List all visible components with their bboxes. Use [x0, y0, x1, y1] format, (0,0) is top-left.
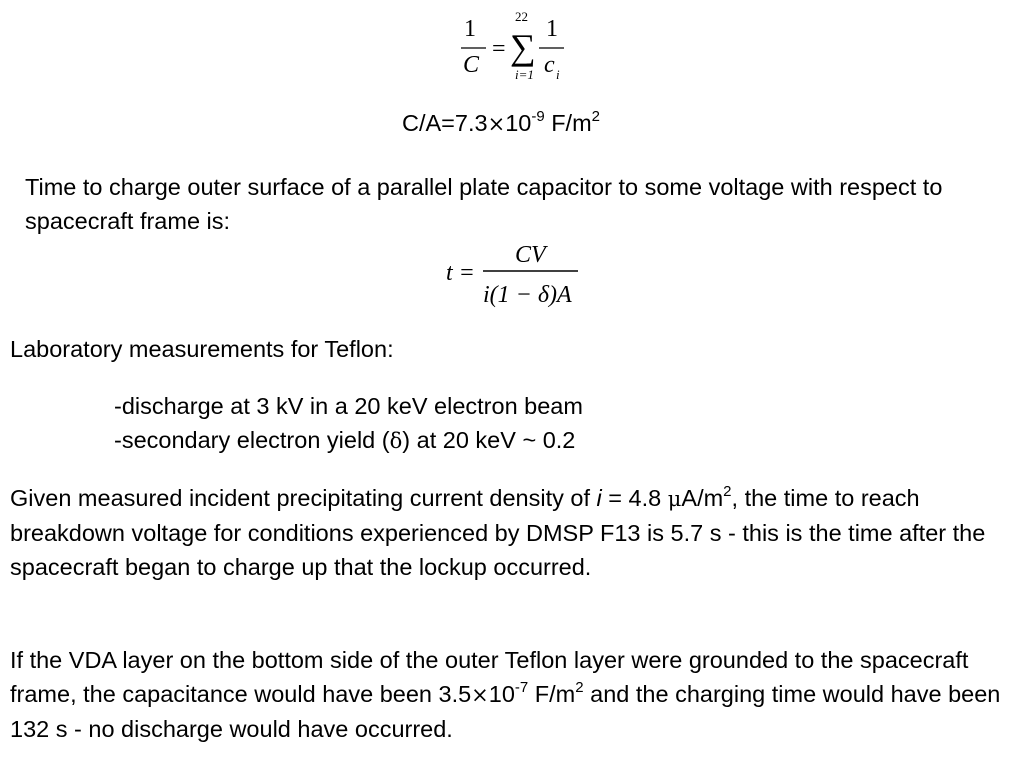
mu-symbol: μ — [667, 487, 682, 511]
given-text-4: , the time to reach breakdown voltage for conditions experienced by DMSP F13 is 5.7 s - this is the time after the spacecraft began to charge up that the lockup occurred. — [10, 485, 986, 580]
eq1-upper-limit: 22 — [515, 9, 528, 24]
eq1-c: c — [544, 52, 555, 78]
given-exponent: 2 — [723, 483, 732, 501]
capacitance-sum-equation — [455, 6, 575, 86]
eq1-numerator-one: 1 — [464, 16, 476, 42]
secondary-yield-prefix: -secondary electron yield ( — [114, 427, 390, 453]
vda-text-1: If the VDA layer on the bottom side of the outer Teflon layer were grounded to the spacecraft frame, the capacitance would have been 3.5 — [10, 647, 969, 707]
bullet-secondary-yield — [114, 423, 575, 458]
eq1-lower-limit: i=1 — [515, 67, 534, 82]
eq2-numerator: CV — [515, 242, 546, 268]
vda-times-symbol: × — [471, 683, 489, 707]
times-symbol: × — [487, 112, 506, 136]
breakdown-time-paragraph — [10, 481, 1015, 584]
eq1-sigma: ∑ — [510, 27, 536, 67]
capacitance-per-area-line — [402, 108, 600, 139]
charge-time-equation — [442, 238, 587, 310]
eq1-equals: = — [492, 36, 506, 62]
given-text-3: A/m — [681, 485, 724, 511]
eq1-denominator-C: C — [463, 52, 480, 78]
ca-unit: F/m — [544, 110, 592, 136]
bullet-discharge: -discharge at 3 kV in a 20 keV electron beam — [114, 393, 583, 419]
vda-ten: 10 — [488, 681, 515, 707]
lab-measurements-heading: Laboratory measurements for Teflon: — [10, 336, 394, 362]
given-text-2: = 4.8 — [601, 485, 668, 511]
ca-unit-exponent: 2 — [591, 108, 601, 126]
ca-prefix: C/A=7.3 — [402, 110, 488, 136]
given-text-1: Given measured incident precipitating current density of — [10, 485, 597, 511]
charge-time-paragraph: Time to charge outer surface of a parallel plate capacitor to some voltage with respect to spacecraft frame is: — [25, 174, 943, 234]
vda-grounding-paragraph — [10, 643, 1015, 746]
delta-symbol: δ — [389, 429, 403, 453]
vda-unit-exponent: 2 — [575, 679, 584, 697]
eq1-subscript-i: i — [556, 67, 560, 82]
ca-ten: 10 — [505, 110, 532, 136]
eq2-t-equals: t = — [446, 260, 475, 286]
current-symbol-i: i — [596, 485, 602, 511]
eq1-right-numerator: 1 — [546, 16, 558, 42]
ca-exponent: -9 — [531, 108, 545, 126]
vda-exponent: -7 — [514, 679, 529, 697]
vda-text-3: and the charging time would have been 132 s - no discharge would have occurred. — [10, 681, 1001, 742]
eq2-denominator: i(1 − δ)A — [483, 282, 572, 308]
secondary-yield-suffix: ) at 20 keV ~ 0.2 — [402, 427, 576, 453]
vda-text-2: F/m — [528, 681, 576, 707]
